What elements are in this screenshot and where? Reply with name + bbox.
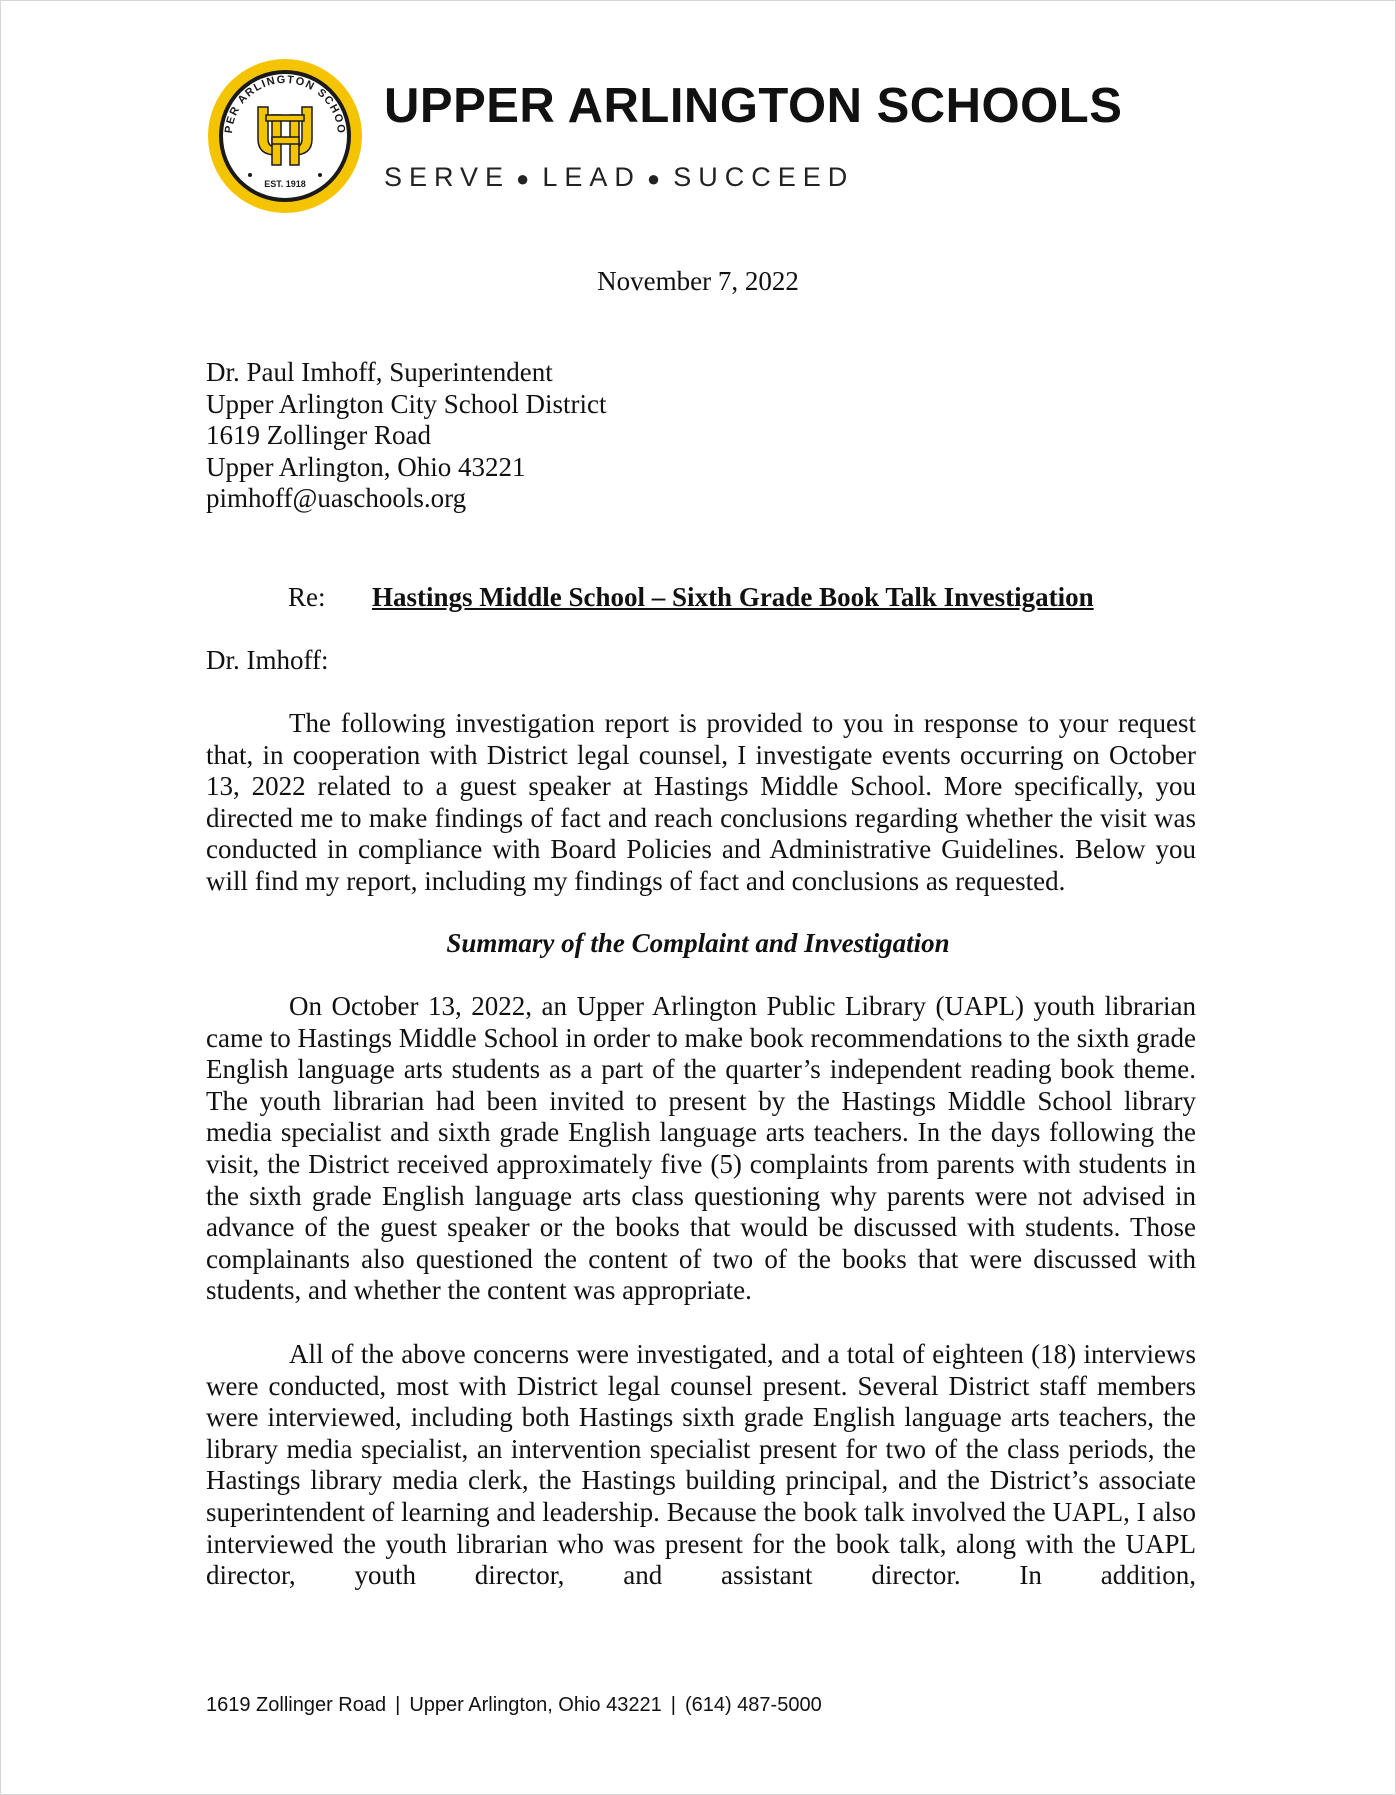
recipient-city: Upper Arlington, Ohio 43221 — [206, 451, 526, 482]
re-label: Re: — [288, 582, 326, 612]
section-heading: Summary of the Complaint and Investigation — [446, 928, 950, 958]
tagline-word-serve: SERVE — [384, 162, 511, 192]
recipient-district: Upper Arlington City School District — [206, 388, 607, 419]
footer-phone: (614) 487-5000 — [684, 1694, 822, 1716]
footer-separator: | — [395, 1694, 401, 1716]
district-seal-logo — [206, 57, 364, 215]
body-paragraph-3: All of the above concerns were investigated, and a total of eighteen (18) interviews were conducted, most with District legal counsel present. Several District staff members were interviewed, including both Hastings sixth grade English language arts teachers, the library media specialist, an intervention specialist present for two of the class periods, the Hastings library media clerk, the Hastings building principal, and the District’s associate superintendent of learning and leadership. Because the book talk involved the UAPL, I also interviewed the youth librarian who was present for the book talk, along with the UAPL director, youth director, and assistant director. In addition, — [206, 1339, 1196, 1591]
footer-address: 1619 Zollinger Road — [206, 1694, 387, 1716]
organization-name: UPPER ARLINGTON SCHOOLS — [384, 79, 1123, 133]
svg-text:UPPER ARLINGTON SCHOOLS: PER ARLINGTON SCHOO — [222, 73, 348, 136]
recipient-email: pimhoff@uaschools.org — [206, 483, 467, 514]
recipient-street: 1619 Zollinger Road — [206, 420, 431, 451]
footer-separator: | — [670, 1694, 676, 1716]
salutation: Dr. Imhoff: — [206, 645, 329, 675]
footer-contact — [206, 1694, 822, 1717]
letter-date: November 7, 2022 — [597, 266, 799, 296]
body-paragraph-1: The following investigation report is provided to you in response to your request that, in cooperation with District legal counsel, I investigate events occurring on October 13, 2022 related to a guest speaker at Hastings Middle School. More specifically, you directed me to make findings of fact and reach conclusions regarding whether the visit was conducted in compliance with Board Policies and Administrative Guidelines. Below you will find my report, including my findings of fact and conclusions as requested. — [206, 708, 1196, 896]
recipient-address-block — [206, 357, 606, 515]
footer-city: Upper Arlington, Ohio 43221 — [409, 1694, 662, 1716]
tagline-word-lead: LEAD — [542, 162, 641, 192]
body-paragraph-2: On October 13, 2022, an Upper Arlington Public Library (UAPL) youth librarian came to Hastings Middle School in order to make book recommendations to the sixth grade English language arts students as a part of the quarter’s independent reading book theme. The youth librarian had been invited to present by the Hastings Middle School library media specialist and sixth grade English language arts teachers. In the days following the visit, the District received approximately five (5) complaints from parents with students in the sixth grade English language arts class questioning why parents were not advised in advance of the guest speaker or the books that would be discussed with students. Those complainants also questioned the content of two of the books that were discussed with students, and whether the content was appropriate. — [206, 991, 1196, 1306]
re-subject: Hastings Middle School – Sixth Grade Book Talk Investigation — [372, 582, 1094, 612]
tagline-word-succeed: SUCCEED — [673, 162, 855, 192]
recipient-name: Dr. Paul Imhoff, Superintendent — [206, 357, 553, 387]
bullet-icon: ● — [646, 166, 668, 191]
tagline — [384, 162, 854, 193]
svg-text:EST. 1918: EST. 1918 — [264, 179, 306, 189]
bullet-icon: ● — [516, 166, 537, 191]
